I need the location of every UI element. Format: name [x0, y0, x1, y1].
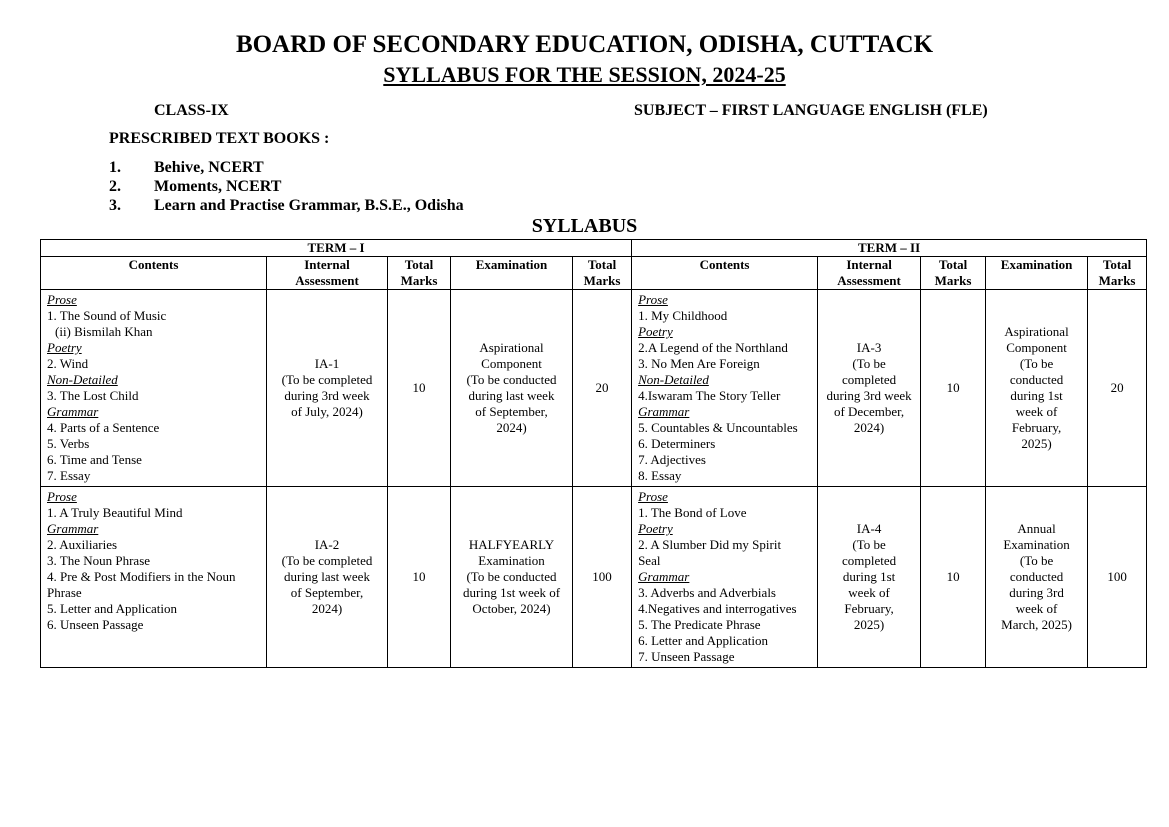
col-total-marks: Total Marks — [388, 257, 451, 290]
cell-line: week of — [1015, 601, 1058, 616]
term1-contents-part1 — [41, 290, 267, 487]
content-item: 3. The Lost Child — [47, 388, 139, 403]
book-number: 1. — [109, 159, 121, 176]
cell-line: week of — [848, 585, 890, 600]
section-heading: Non-Detailed — [47, 372, 118, 387]
cell-line: March, 2025) — [1001, 617, 1072, 632]
book-number: 2. — [109, 178, 121, 195]
cell-line: conducted — [1009, 372, 1064, 387]
col-examination: Examination — [451, 257, 573, 290]
section-heading: Poetry — [638, 521, 673, 536]
content-item: Seal — [638, 553, 661, 568]
cell-line: (To be — [852, 537, 886, 552]
content-item: 1. My Childhood — [638, 308, 728, 323]
section-heading: Poetry — [47, 340, 82, 355]
content-item: 3. The Noun Phrase — [47, 553, 151, 568]
cell-line: Component — [1006, 340, 1067, 355]
cell-line: (To be completed — [281, 372, 373, 387]
cell-line: during 3rd — [1009, 585, 1064, 600]
syllabus-heading: SYLLABUS — [531, 215, 638, 237]
col-contents: Contents — [41, 257, 267, 290]
ia2-cell — [267, 487, 388, 668]
session-title: SYLLABUS FOR THE SESSION, 2024-25 — [383, 62, 786, 87]
section-heading: Grammar — [47, 521, 99, 536]
content-item: 2.A Legend of the Northland — [638, 340, 788, 355]
content-item: 6. Letter and Application — [638, 633, 769, 648]
cell-line: during 1st — [1010, 388, 1063, 403]
cell-line: during last week — [468, 388, 555, 403]
cell-line: of December, — [833, 404, 905, 419]
content-item: 5. Letter and Application — [47, 601, 177, 616]
content-item: 6. Determiners — [638, 436, 716, 451]
col-examination: Examination — [986, 257, 1088, 290]
cell-line: during last week — [284, 569, 370, 584]
cell-line: (To be — [852, 356, 886, 371]
col-total-marks: Total Marks — [573, 257, 632, 290]
section-heading: Prose — [47, 292, 77, 307]
cell-line: February, — [1011, 420, 1062, 435]
exam3-marks: 20 — [1088, 290, 1147, 487]
cell-line: of July, 2024) — [291, 404, 363, 419]
content-item: 8. Essay — [638, 468, 682, 483]
col-internal-assessment: Internal Assessment — [267, 257, 388, 290]
cell-line: Examination — [478, 553, 545, 568]
cell-line: of September, — [475, 404, 548, 419]
cell-line: 2025) — [1021, 436, 1052, 451]
cell-line: February, — [844, 601, 894, 616]
section-heading: Grammar — [638, 404, 690, 419]
cell-line: week of — [1015, 404, 1058, 419]
cell-line: 2024) — [853, 420, 885, 435]
exam2-marks: 100 — [573, 487, 632, 668]
cell-line: Aspirational — [1004, 324, 1069, 339]
subject-label: SUBJECT – FIRST LANGUAGE ENGLISH (FLE) — [634, 102, 988, 119]
book-title: Behive, NCERT — [154, 159, 264, 176]
content-item: 2. Auxiliaries — [47, 537, 118, 552]
col-internal-assessment: Internal Assessment — [818, 257, 921, 290]
book-title: Learn and Practise Grammar, B.S.E., Odisha — [154, 197, 464, 214]
section-heading: Grammar — [47, 404, 99, 419]
cell-line: (To be conducted — [466, 372, 557, 387]
syllabus-table — [40, 239, 1147, 668]
term2-contents-part2 — [632, 487, 818, 668]
col-total-marks: Total Marks — [1088, 257, 1147, 290]
cell-line: Aspirational — [479, 340, 544, 355]
content-item: 5. Verbs — [47, 436, 90, 451]
cell-line: IA-3 — [856, 340, 882, 355]
content-item: 3. Adverbs and Adverbials — [638, 585, 776, 600]
ia4-cell — [818, 487, 921, 668]
exam2-cell — [451, 487, 573, 668]
board-title: BOARD OF SECONDARY EDUCATION, ODISHA, CUTTACK — [235, 31, 934, 58]
cell-line: Component — [481, 356, 542, 371]
content-item: 7. Adjectives — [638, 452, 706, 467]
content-item: 6. Time and Tense — [47, 452, 142, 467]
cell-line: during 1st — [842, 569, 896, 584]
section-heading: Grammar — [638, 569, 690, 584]
content-item: Phrase — [47, 585, 82, 600]
content-item: 5. Countables & Uncountables — [638, 420, 798, 435]
term1-contents-part2 — [41, 487, 267, 668]
cell-line: during 1st week of — [462, 585, 561, 600]
term-2-header: TERM – II — [632, 240, 1147, 257]
book-number: 3. — [109, 197, 121, 214]
cell-line: HALFYEARLY — [468, 537, 555, 552]
cell-line: 2024) — [311, 601, 343, 616]
section-heading: Prose — [47, 489, 77, 504]
content-item: 1. The Sound of Music — [47, 308, 167, 323]
cell-line: (To be conducted — [466, 569, 557, 584]
cell-line: conducted — [1009, 569, 1064, 584]
section-heading: Poetry — [638, 324, 673, 339]
section-heading: Prose — [638, 292, 668, 307]
ia4-marks: 10 — [921, 487, 986, 668]
content-item: 4.Iswaram The Story Teller — [638, 388, 781, 403]
cell-line: October, 2024) — [472, 601, 551, 616]
content-item: 3. No Men Are Foreign — [638, 356, 760, 371]
cell-line: 2024) — [496, 420, 527, 435]
cell-line: completed — [841, 372, 897, 387]
cell-line: Examination — [1003, 537, 1070, 552]
exam4-marks: 100 — [1088, 487, 1147, 668]
col-contents: Contents — [632, 257, 818, 290]
term2-contents-part1 — [632, 290, 818, 487]
cell-line: IA-1 — [314, 356, 340, 371]
content-item: 4. Parts of a Sentence — [47, 420, 160, 435]
cell-line: Annual — [1017, 521, 1056, 536]
content-item: 2. A Slumber Did my Spirit — [638, 537, 782, 552]
exam3-cell — [986, 290, 1088, 487]
book-title: Moments, NCERT — [154, 178, 282, 195]
cell-line: (To be — [1019, 356, 1054, 371]
cell-line: completed — [841, 553, 897, 568]
exam1-marks: 20 — [573, 290, 632, 487]
cell-line: of September, — [290, 585, 364, 600]
content-item: 7. Essay — [47, 468, 91, 483]
content-item: 1. The Bond of Love — [638, 505, 747, 520]
content-item: 4. Pre & Post Modifiers in the Noun — [47, 569, 236, 584]
cell-line: IA-2 — [314, 537, 340, 552]
ia1-cell — [267, 290, 388, 487]
ia1-marks: 10 — [388, 290, 451, 487]
ia3-marks: 10 — [921, 290, 986, 487]
ia2-marks: 10 — [388, 487, 451, 668]
content-item: 1. A Truly Beautiful Mind — [47, 505, 183, 520]
cell-line: 2025) — [853, 617, 885, 632]
exam4-cell — [986, 487, 1088, 668]
cell-line: IA-4 — [856, 521, 882, 536]
prescribed-books-heading: PRESCRIBED TEXT BOOKS : — [109, 130, 330, 147]
cell-line: (To be — [1019, 553, 1054, 568]
content-item: (ii) Bismilah Khan — [55, 324, 153, 339]
content-item: 6. Unseen Passage — [47, 617, 144, 632]
ia3-cell — [818, 290, 921, 487]
cell-line: (To be completed — [281, 553, 373, 568]
content-item: 4.Negatives and interrogatives — [638, 601, 797, 616]
content-item: 5. The Predicate Phrase — [638, 617, 761, 632]
exam1-cell — [451, 290, 573, 487]
cell-line: during 3rd week — [284, 388, 370, 403]
section-heading: Non-Detailed — [638, 372, 709, 387]
content-item: 2. Wind — [47, 356, 89, 371]
term-1-header: TERM – I — [41, 240, 632, 257]
class-label: CLASS-IX — [154, 102, 229, 119]
cell-line: during 3rd week — [826, 388, 912, 403]
section-heading: Prose — [638, 489, 668, 504]
content-item: 7. Unseen Passage — [638, 649, 735, 664]
col-total-marks: Total Marks — [921, 257, 986, 290]
